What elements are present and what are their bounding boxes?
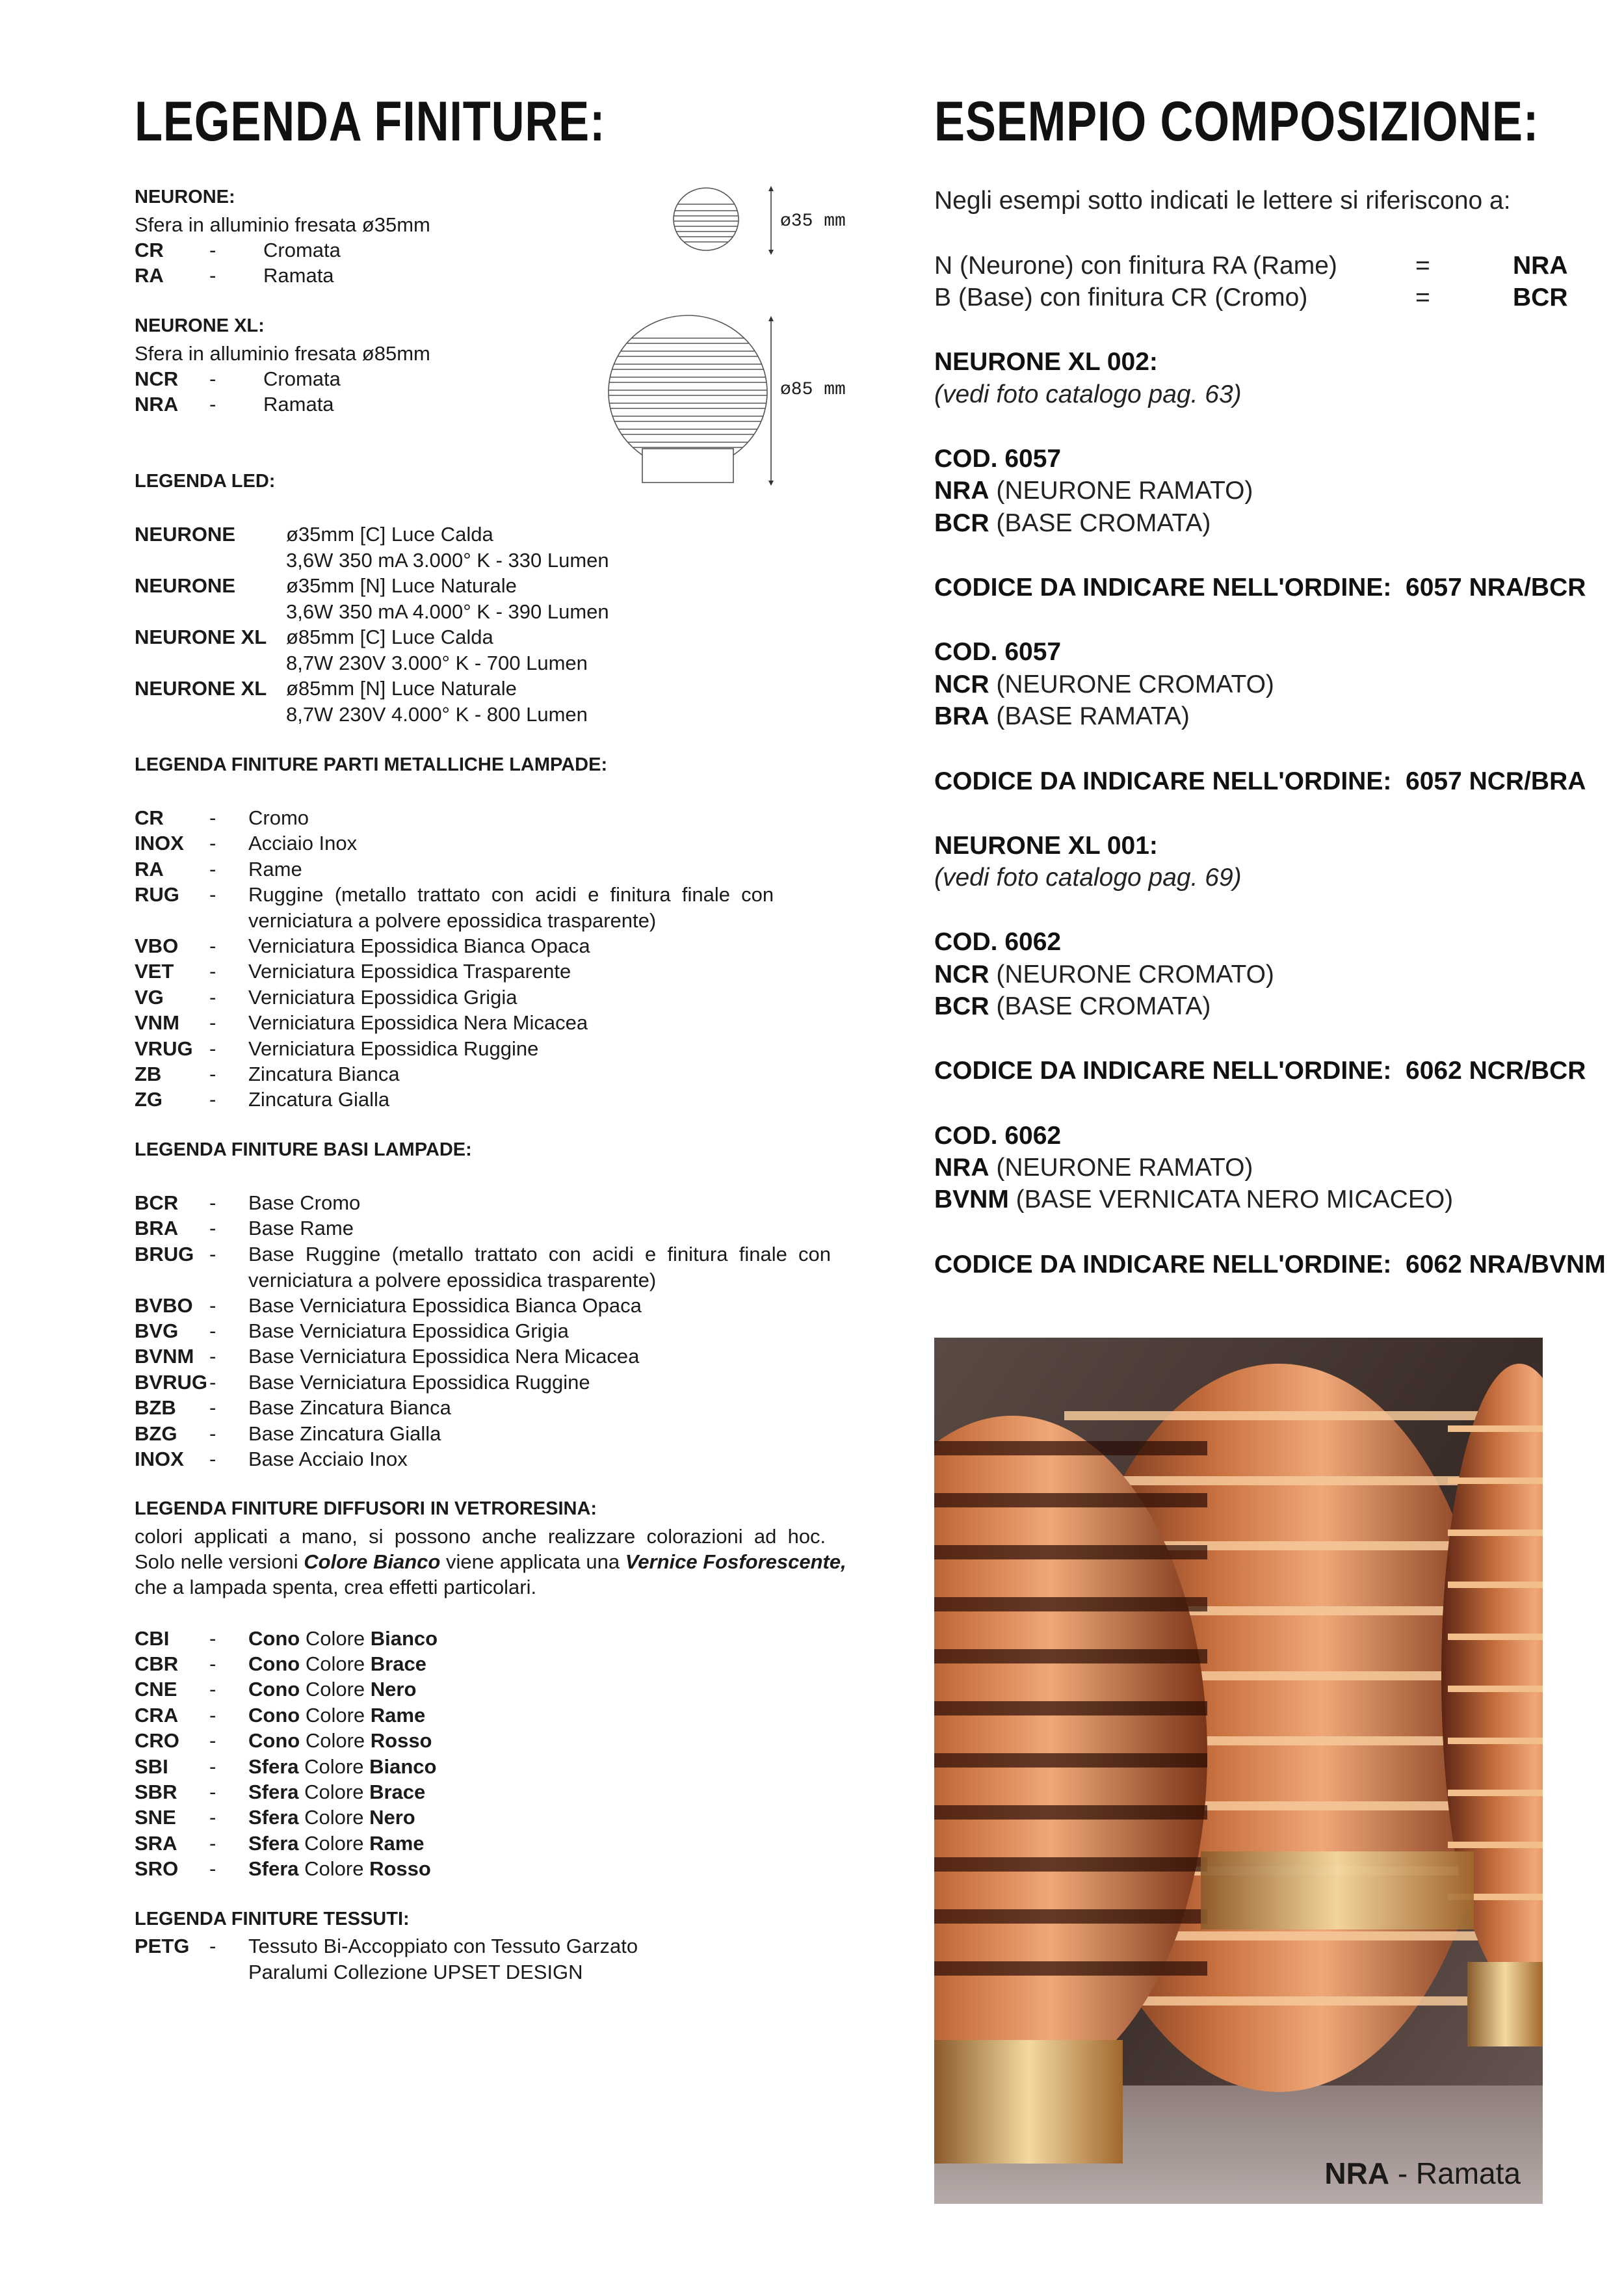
example-2-heading: NEURONE XL 001: bbox=[934, 832, 1158, 860]
bases-heading: LEGENDA FINITURE BASI LAMPADE: bbox=[135, 1139, 472, 1160]
example-1-heading: NEURONE XL 002: bbox=[934, 348, 1158, 376]
example-1-line-2: BCR (BASE CROMATA) bbox=[934, 509, 1211, 537]
composition-intro: Negli esempi sotto indicati le lettere si riferiscono a: bbox=[934, 187, 1511, 215]
neurone-xl-sphere-drawing bbox=[605, 312, 871, 488]
neurone-heading: NEURONE: bbox=[135, 187, 235, 207]
example-2-line-2: BCR (BASE CROMATA) bbox=[934, 992, 1211, 1020]
example-2-order-2: CODICE DA INDICARE NELL'ORDINE: 6062 NRA/BVNM bbox=[934, 1251, 1606, 1278]
example-1-order-2: CODICE DA INDICARE NELL'ORDINE: 6057 NCR/BRA bbox=[934, 767, 1586, 795]
equation-neurone: N (Neurone) con finitura RA (Rame) = NRA bbox=[934, 252, 1568, 280]
diffusers-paragraph-1: colori applicati a mano, si possono anche realizzare colorazioni ad hoc. bbox=[135, 1525, 826, 1548]
example-2-code-2: COD. 6062 bbox=[934, 1122, 1062, 1150]
example-1-line-3: NCR (NEURONE CROMATO) bbox=[934, 670, 1274, 698]
neurone-xl-heading: NEURONE XL: bbox=[135, 315, 265, 336]
neurone-xl-desc: Sfera in alluminio fresata ø85mm bbox=[135, 342, 430, 365]
example-1-note: (vedi foto catalogo pag. 63) bbox=[934, 380, 1242, 408]
diffusers-paragraph-2: Solo nelle versioni Colore Bianco viene applicata una Vernice Fosforescente, bbox=[135, 1550, 846, 1573]
example-2-line-3: NRA (NEURONE RAMATO) bbox=[934, 1154, 1253, 1182]
example-1-code-2: COD. 6057 bbox=[934, 638, 1062, 666]
example-2-note: (vedi foto catalogo pag. 69) bbox=[934, 864, 1242, 892]
neurone-dimension: ø35 mm bbox=[780, 211, 846, 232]
example-2-line-4: BVNM (BASE VERNICATA NERO MICACEO) bbox=[934, 1185, 1454, 1213]
product-photo bbox=[934, 1338, 1543, 2204]
diffusers-paragraph-3: che a lampada spenta, crea effetti particolari. bbox=[135, 1576, 537, 1598]
legend-title: LEGENDA FINITURE: bbox=[135, 90, 606, 153]
equation-base: B (Base) con finitura CR (Cromo) = BCR bbox=[934, 284, 1568, 311]
metal-heading: LEGENDA FINITURE PARTI METALLICHE LAMPADE: bbox=[135, 754, 608, 775]
example-1-line-4: BRA (BASE RAMATA) bbox=[934, 702, 1190, 730]
neurone-desc: Sfera in alluminio fresata ø35mm bbox=[135, 213, 430, 236]
example-2-line-1: NCR (NEURONE CROMATO) bbox=[934, 960, 1274, 988]
fabrics-heading: LEGENDA FINITURE TESSUTI: bbox=[135, 1909, 410, 1929]
diffusers-heading: LEGENDA FINITURE DIFFUSORI IN VETRORESINA: bbox=[135, 1498, 597, 1519]
example-1-line-1: NRA (NEURONE RAMATO) bbox=[934, 477, 1253, 505]
example-2-order-1: CODICE DA INDICARE NELL'ORDINE: 6062 NCR/BCR bbox=[934, 1057, 1586, 1085]
example-1-order-1: CODICE DA INDICARE NELL'ORDINE: 6057 NRA/BCR bbox=[934, 574, 1586, 602]
example-1-code-1: COD. 6057 bbox=[934, 445, 1062, 473]
neurone-xl-dimension: ø85 mm bbox=[780, 380, 846, 400]
copper-lamp-illustration bbox=[934, 1338, 1543, 2204]
photo-caption: NRA - Ramata bbox=[1324, 2156, 1521, 2190]
composition-title: ESEMPIO COMPOSIZIONE: bbox=[934, 90, 1539, 153]
example-2-code-1: COD. 6062 bbox=[934, 928, 1062, 956]
led-heading: LEGENDA LED: bbox=[135, 471, 276, 492]
